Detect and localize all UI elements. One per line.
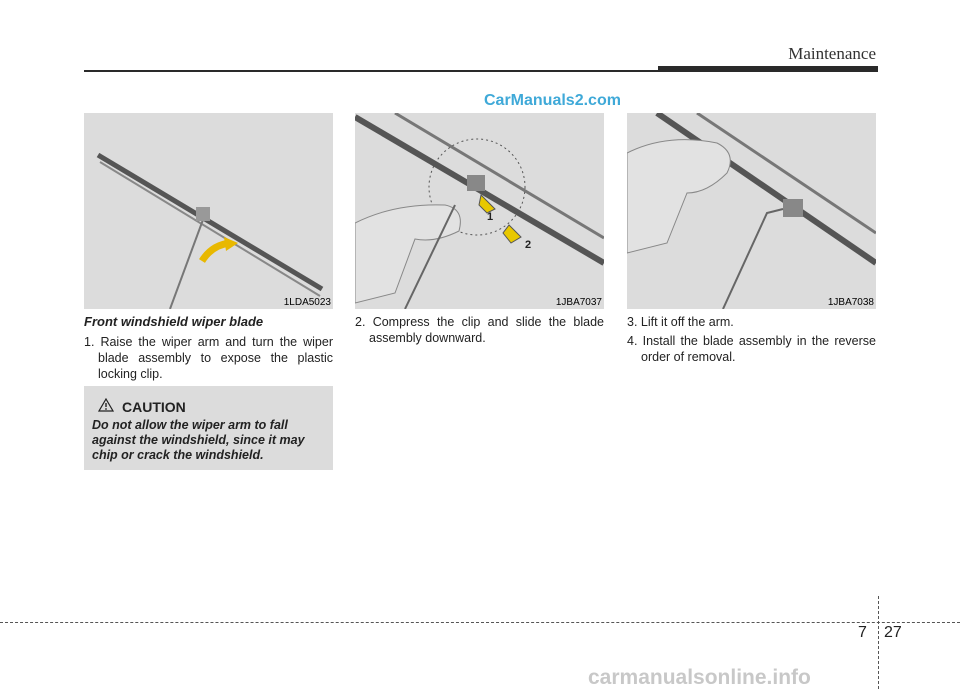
step-4: 4. Install the blade assembly in the reverse order of removal.	[627, 334, 876, 364]
caution-text: Do not allow the wiper arm to fall against the windshield, since it may chip or crack the windshield.	[92, 418, 305, 462]
wiper-raised-illustration	[84, 113, 333, 309]
footer-watermark: carmanualsonline.info	[588, 666, 811, 689]
figure-code: 1JBA7037	[555, 297, 602, 308]
section-title: Maintenance	[788, 44, 876, 63]
figure-code: 1JBA7038	[827, 297, 874, 308]
heading: Front windshield wiper blade	[84, 314, 264, 329]
page-number: 27	[884, 624, 902, 641]
caution-heading	[98, 398, 186, 415]
column-1	[84, 314, 333, 385]
watermark: CarManuals2.com	[484, 92, 621, 109]
chapter-number: 7	[858, 624, 867, 641]
step-1: 1. Raise the wiper arm and turn the wiper blade assembly to expose the plastic locking clip.	[84, 335, 333, 381]
lift-arm-illustration	[627, 113, 876, 309]
footer-rule	[0, 622, 960, 623]
column-3	[627, 314, 876, 368]
header-rule-bold	[658, 66, 878, 72]
column-2	[355, 314, 604, 349]
figure-code: 1LDA5023	[283, 297, 331, 308]
callout-1: 1	[487, 211, 494, 223]
warning-icon	[98, 398, 116, 415]
figure-raise-wiper	[84, 113, 333, 309]
header-rule	[84, 70, 660, 72]
caution-title: CAUTION	[122, 399, 186, 415]
figure-compress-clip	[355, 113, 604, 309]
callout-2: 2	[525, 239, 532, 251]
step-2: 2. Compress the clip and slide the blade assembly downward.	[355, 315, 604, 345]
step-3: 3. Lift it off the arm.	[627, 315, 734, 329]
caution-box	[84, 386, 333, 470]
compress-clip-illustration	[355, 113, 604, 309]
footer-divider	[878, 596, 879, 689]
figure-lift-arm	[627, 113, 876, 309]
